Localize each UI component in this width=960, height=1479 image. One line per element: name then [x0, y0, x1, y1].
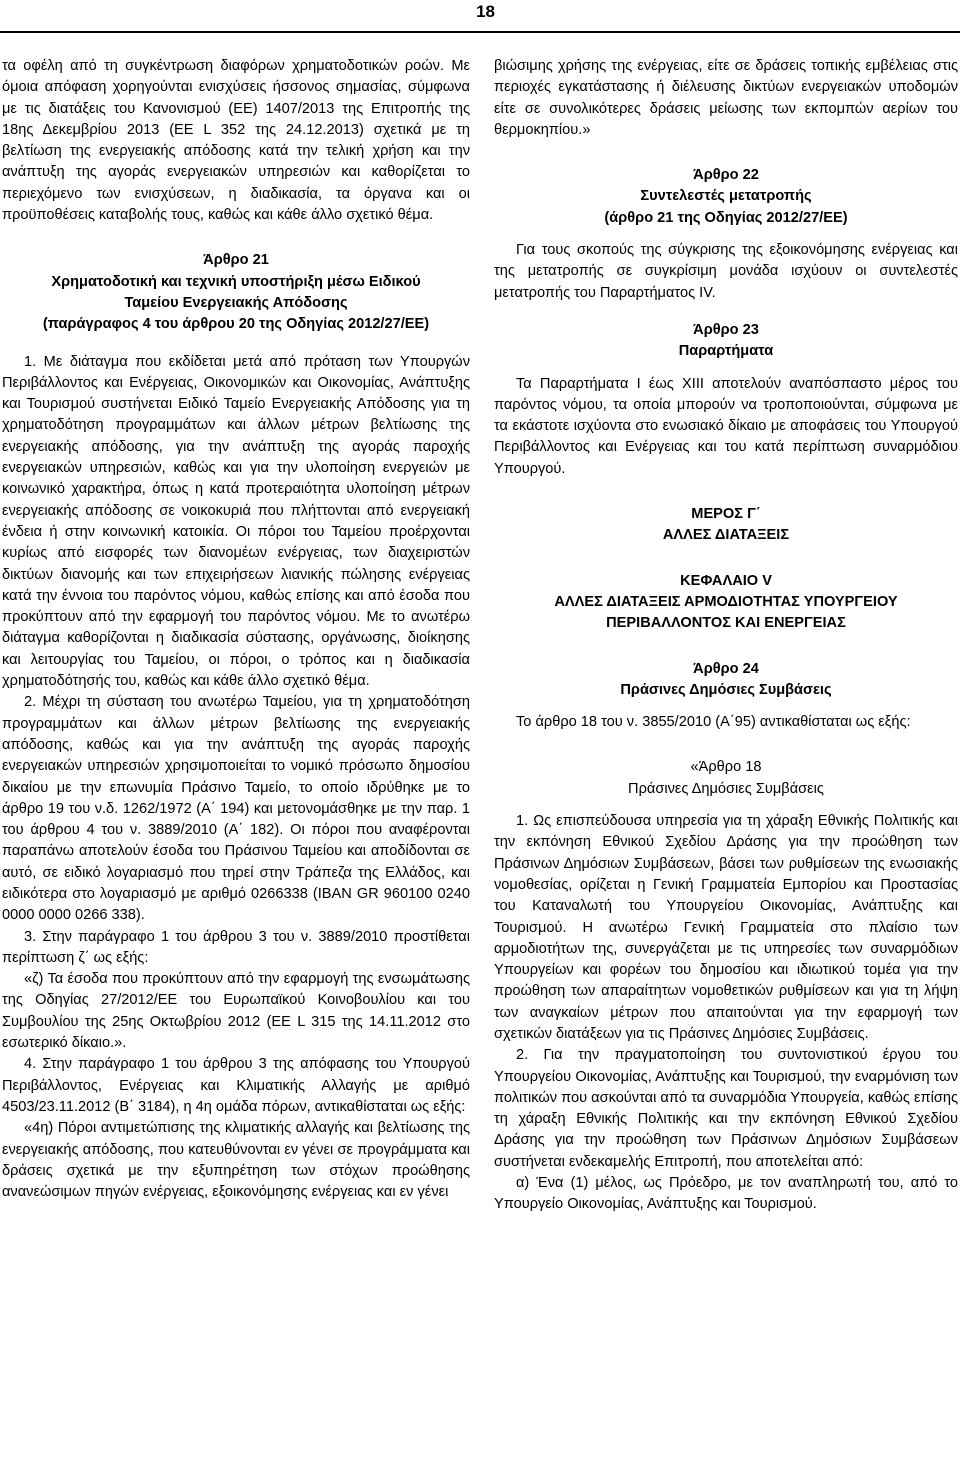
header-rule	[0, 31, 960, 33]
article-22-subtitle-1: Συντελεστές μετατροπής	[640, 188, 812, 205]
article-21-paragraph-1: 1. Με διάταγμα που εκδίδεται μετά από πρόταση των Υπουργών Περιβάλλοντος και Ενέργειας, Οικονομικών και Οικονομίας, Ανάπτυξης και Τουρισμού συστήνεται Ειδικό Ταμείο Ενεργειακής Απόδοσης για τη χρηματοδότηση προγραμμάτων και άλλων μέτρων βελτίωσης της ενεργειακής απόδοσης, για την ανάπτυξη της αγοράς παροχής ενεργειακών υπηρεσιών, καθώς και για την υλοποίηση ενεργειών με κοινωνικό χαρακτήρα, όπως η κατά προτεραιότητα υλοποίηση μέτρων ενεργειακής απόδοσης σε νοικοκυριά που πλήττονται από ενεργειακή ένδεια ή στην κοινωνική κατοικία. Οι πόροι του Ταμείου προέρχονται κυρίως από εισφορές των διανομέων ενέργειας, των διαχειριστών δικτύων διανομής και των επιχειρήσεων λιανικής πώλησης ενέργειας κατά την έννοια του παρόντος νόμου, καθώς επίσης και από έσοδα που προκύπτουν από την εφαρμογή του παρόντος νόμου. Με το ανωτέρω διάταγμα καθορίζονται η διαδικασία σύστασης, οργάνωσης, διοίκησης και λειτουργίας του Ταμείου, οι πόροι, ο τρόπος και η διαδικασία χρηματοδότησής του, καθώς και κάθε άλλο σχετικό θέμα.	[2, 353, 470, 690]
article-24-paragraph: Το άρθρο 18 του ν. 3855/2010 (Α΄95) αντικαθίσταται ως εξής:	[516, 714, 911, 731]
article-21-paragraph-4: 4. Στην παράγραφο 1 του άρθρου 3 της απόφασης του Υπουργού Περιβάλλοντος, Ενέργειας και Κλιματικής Αλλαγής με αριθμό 4503/23.11.2012 (Β΄ 3184), η 4η ομάδα πόρων, αντικαθίσταται ως εξής:	[2, 1056, 470, 1115]
article-22-paragraph: Για τους σκοπούς της σύγκρισης της εξοικονόμησης ενέργειας και της μετατροπής σε συγκρίσιμη μονάδα ισχύουν οι συντελεστές μετατροπής του Παραρτήματος IV.	[494, 242, 958, 301]
page-header	[0, 0, 960, 32]
part-title: ΜΕΡΟΣ Γ΄	[691, 506, 761, 523]
right-column	[494, 56, 958, 1216]
chapter-subtitle-1: ΑΛΛΕΣ ΔΙΑΤΑΞΕΙΣ ΑΡΜΟΔΙΟΤΗΤΑΣ ΥΠΟΥΡΓΕΙΟΥ	[554, 593, 898, 610]
left-column	[2, 56, 470, 1203]
article-21-subtitle-3: (παράγραφος 4 του άρθρου 20 της Οδηγίας 2012/27/ΕΕ)	[42, 316, 430, 333]
article-21-paragraph-2: 2. Μέχρι τη σύσταση του ανωτέρω Ταμείου, για τη χρηματοδότηση προγραμμάτων και άλλων μέτρων βελτίωσης της ενεργειακής απόδοσης, καθώς και για την ανάπτυξη της αγοράς παροχής ενεργειακών υπηρεσιών χρησιμοποιείται το νομικό πρόσωπο δημοσίου δικαίου με την επωνυμία Πράσινο Ταμείο, το οποίο ιδρύθηκε με το άρθρο 19 του ν.δ. 1262/1972 (Α΄ 194) και μετονομάσθηκε με την παρ. 1 του άρθρου 4 του ν. 3889/2010 (Α΄ 182). Οι πόροι που αναφέρονται παραπάνω αποτελούν έσοδα του Πράσινου Ταμείου και αποδίδονται σε αυτό, σε ειδικό λογαριασμό που τηρεί στην Τράπεζα της Ελλάδος, και ειδικότερα στο λογαριασμό με αριθμό 0266338 (IBAN GR 960100 0240 0000 0000 0266 338).	[2, 694, 470, 924]
article-21-paragraph-3: 3. Στην παράγραφο 1 του άρθρου 3 του ν. 3889/2010 προστίθεται περίπτωση ζ΄ ως εξής:	[2, 928, 470, 966]
intro-paragraph: τα οφέλη από τη συγκέντρωση διαφόρων χρηματοδοτικών ροών. Με όμοια απόφαση χορηγούνται ενισχύσεις ήσσονος σημασίας, σύμφωνα με τις διατάξεις του Κανονισμού (ΕΕ) 1407/2013 της Επιτροπής της 18ης Δεκεμβρίου 2013 (ΕΕ L 352 της 24.12.2013) σχετικά με τη βελτίωση της ενεργειακής απόδοσης κατά την τελική χρήση και την ανάπτυξη της αγοράς ενεργειακών υπηρεσιών και καθορίζεται το περιεχόμενο των ενισχύσεων, η διαδικασία, τα όργανα και οι προϋποθέσεις καταβολής τους, καθώς και κάθε άλλο σχετικό θέμα.	[2, 58, 470, 224]
page-number: 18	[476, 2, 495, 21]
article-21-title: Άρθρο 21	[203, 252, 269, 269]
quoted-paragraph-1: 1. Ως επισπεύδουσα υπηρεσία για τη χάραξη Εθνικής Πολιτικής και την εκπόνηση Εθνικού Σχεδίου Δράσης για την προώθηση των Πράσινων Δημόσιων Συμβάσεων, βάσει των ρυθμίσεων της ενωσιακής νομοθεσίας, ορίζεται η Γενική Γραμματεία Εμπορίου και Προστασίας του Καταναλωτή του Υπουργείου Οικονομίας, Ανάπτυξης και Τουρισμού. Η ανωτέρω Γενική Γραμματεία στο πλαίσιο των αρμοδιοτήτων της, συνεργάζεται με τις υπηρεσίες των συναρμόδιων Υπουργείων και φορέων του δημοσίου και ιδιωτικού τομέα για την προώθηση των απαραίτητων νομοθετικών ρυθμίσεων και για τη λήψη των αναγκαίων μέτρων που απαιτούνται για την εφαρμογή των σχετικών διατάξεων για τις Πράσινες Δημόσιες Συμβάσεις.	[494, 813, 958, 1042]
article-21-subtitle-2: Ταμείου Ενεργειακής Απόδοσης	[124, 294, 348, 311]
chapter-title: ΚΕΦΑΛΑΙΟ V	[680, 572, 772, 589]
article-23-title: Άρθρο 23	[693, 321, 759, 338]
article-23-subtitle: Παραρτήματα	[678, 343, 774, 360]
part-subtitle: ΑΛΛΕΣ ΔΙΑΤΑΞΕΙΣ	[662, 527, 790, 544]
quoted-paragraph-2: 2. Για την πραγματοποίηση του συντονιστικού έργου του Υπουργείου Οικονομίας, Ανάπτυξης και Τουρισμού, την εναρμόνιση των πολιτικών που ασκούνται από τα συναρμόδια Υπουργεία, καθώς επίσης τη χάραξη Εθνικής Πολιτικής και την εκπόνηση Εθνικού Σχεδίου Δράσης για την προώθηση των Πράσινων Δημόσιων Συμβάσεων συστήνεται ενδεκαμελής Επιτροπή, που αποτελείται από:	[494, 1047, 958, 1170]
article-21-subtitle-1: Χρηματοδοτική και τεχνική υποστήριξη μέσω Ειδικού	[51, 273, 421, 290]
quoted-article-title: «Άρθρο 18	[690, 759, 762, 776]
article-23-paragraph: Τα Παραρτήματα Ι έως ΧΙΙΙ αποτελούν αναπόσπαστο μέρος του παρόντος νόμου, τα οποία μπορούν να τροποποιούνται, σύμφωνα με τα εκάστοτε ισχύοντα στο ενωσιακό δίκαιο με αποφάσεις του Υπουργού Περιβάλλοντος και Ενέργειας και του κατά περίπτωση συναρμόδιου Υπουργού.	[494, 375, 958, 477]
article-21-paragraph-3-quote: «ζ) Τα έσοδα που προκύπτουν από την εφαρμογή της ενσωμάτωσης της Οδηγίας 27/2012/ΕΕ του Ευρωπαϊκού Κοινοβουλίου και του Συμβουλίου της 25ης Οκτωβρίου 2012 (ΕΕ L 315 της 14.11.2012 στο εσωτερικό δίκαιο.».	[2, 971, 470, 1052]
chapter-subtitle-2: ΠΕΡΙΒΑΛΛΟΝΤΟΣ ΚΑΙ ΕΝΕΡΓΕΙΑΣ	[606, 615, 846, 632]
article-24-title: Άρθρο 24	[693, 660, 759, 677]
article-21-paragraph-4-quote: «4η) Πόροι αντιμετώπισης της κλιματικής αλλαγής και βελτίωσης της ενεργειακής απόδοσης, που κατευθύνονται εν γένει σε προγράμματα και δράσεις σχετικά με την εξυπηρέτηση των στόχων προώθησης ανανεώσιμων πηγών ενέργειας, εξοικονόμησης ενέργειας και εν γένει	[2, 1120, 470, 1201]
quoted-item-a: α) Ένα (1) μέλος, ως Πρόεδρο, με τον αναπληρωτή του, από το Υπουργείο Οικονομίας, Ανάπτυξης και Τουρισμού.	[494, 1175, 958, 1213]
quoted-article-subtitle: Πράσινες Δημόσιες Συμβάσεις	[628, 780, 824, 797]
article-24-subtitle: Πράσινες Δημόσιες Συμβάσεις	[620, 681, 832, 698]
article-22-subtitle-2: (άρθρο 21 της Οδηγίας 2012/27/ΕΕ)	[604, 209, 848, 226]
continued-paragraph: βιώσιμης χρήσης της ενέργειας, είτε σε δράσεις τοπικής εμβέλειας στις περιοχές εγκατάστασης ή διέλευσης δικτύων ενεργειακών υποδομών είτε σε συνολικότερες δράσεις μείωσης των εκπομπών αερίων του θερμοκηπίου.»	[494, 58, 958, 138]
article-22-title: Άρθρο 22	[693, 167, 759, 184]
